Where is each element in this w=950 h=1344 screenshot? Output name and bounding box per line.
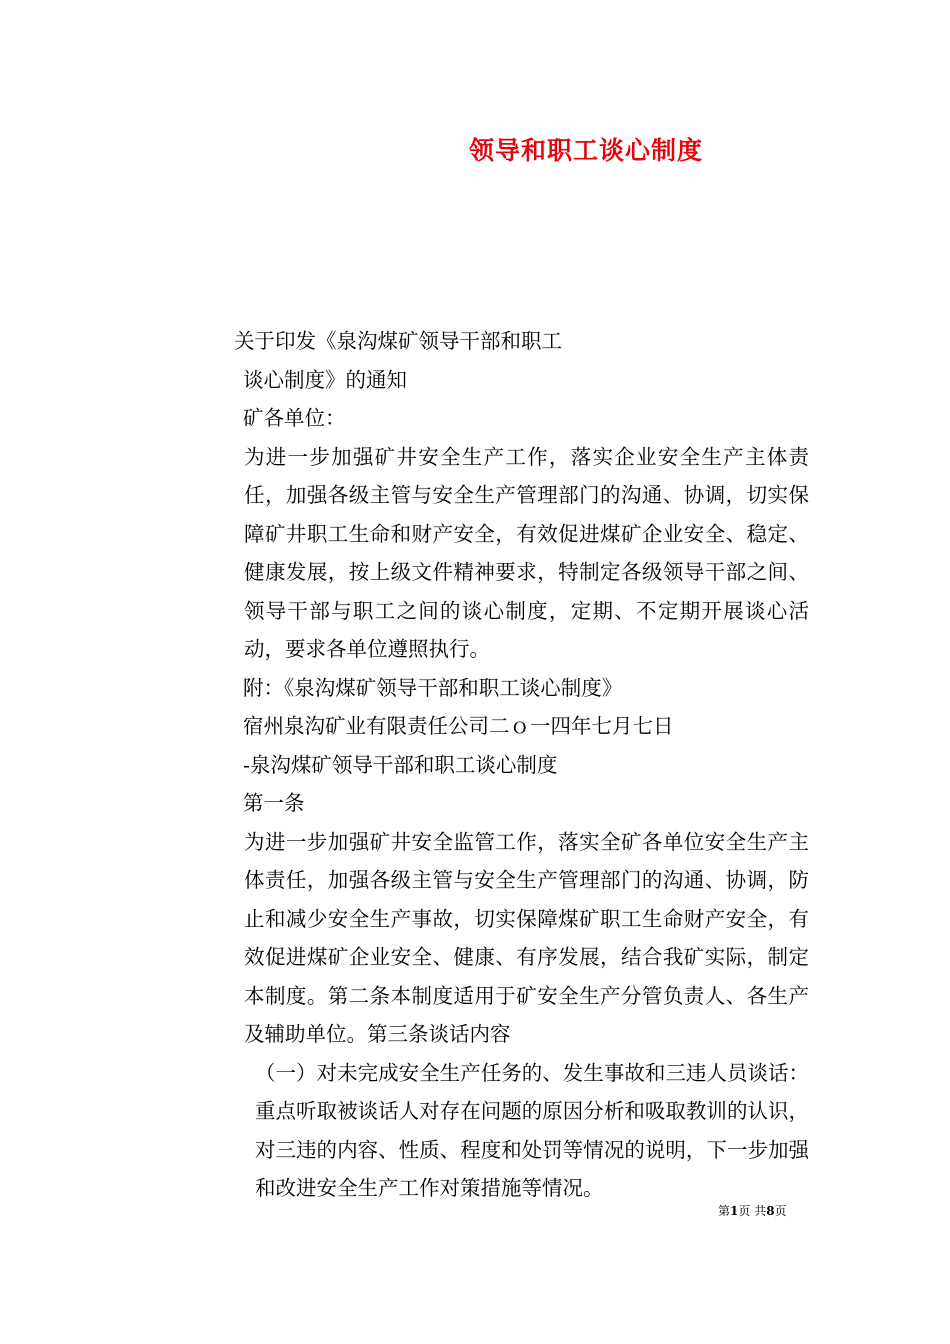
- paragraph-purpose: 为进一步加强矿井安全生产工作，落实企业安全生产主体责任，加强各级主管与安全生产管理部门的沟通、协调，切实保障矿井职工生命和财产安全，有效促进煤矿企业安全、稳定、健康发展，按上级文件精神要求，特制定各级领导干部之间、领导干部与职工之间的谈心制度，定期、不定期开展谈心活动，要求各单位遵照执行。: [244, 444, 809, 661]
- issuer-date-line: 宿州泉沟矿业有限责任公司二ｏ一四年七月七日: [243, 714, 674, 738]
- document-title: 领导和职工谈心制度: [469, 136, 704, 165]
- page-number: [718, 1203, 787, 1219]
- page-number-current: 1: [730, 1204, 739, 1218]
- page-number-suffix: 页: [774, 1204, 787, 1218]
- notice-title-line-1: 关于印发《泉沟煤矿领导干部和职工: [234, 329, 562, 353]
- paragraph-item-1: （一）对未完成安全生产任务的、发生事故和三违人员谈话：重点听取被谈话人对存在问题的原因分析和吸取教训的认识，对三违的内容、性质、程度和处罚等情况的说明，下一步加强和改进安全生产工作对策措施等情况。: [255, 1060, 809, 1200]
- page-number-prefix: 第: [718, 1204, 731, 1218]
- paragraph-article-1: 为进一步加强矿井安全监管工作，落实全矿各单位安全生产主体责任，加强各级主管与安全生产管理部门的沟通、协调，防止和减少安全生产事故，切实保障煤矿职工生命财产安全，有效促进煤矿企业安全、健康、有序发展，结合我矿实际，制定本制度。第二条本制度适用于矿安全生产分管负责人、各生产及辅助单位。第三条谈话内容: [244, 829, 809, 1046]
- notice-title-line-2: 谈心制度》的通知: [243, 367, 407, 392]
- addressee: 矿各单位：: [243, 406, 346, 430]
- page-number-total: 8: [766, 1204, 775, 1218]
- attachment-line: 附：《泉沟煤矿领导干部和职工谈心制度》: [243, 675, 623, 700]
- article-1-heading: 第一条: [243, 791, 305, 815]
- document-body: [146, 322, 809, 1208]
- page-number-middle: 页 共: [738, 1204, 767, 1218]
- regulation-title: -泉沟煤矿领导干部和职工谈心制度: [243, 752, 558, 777]
